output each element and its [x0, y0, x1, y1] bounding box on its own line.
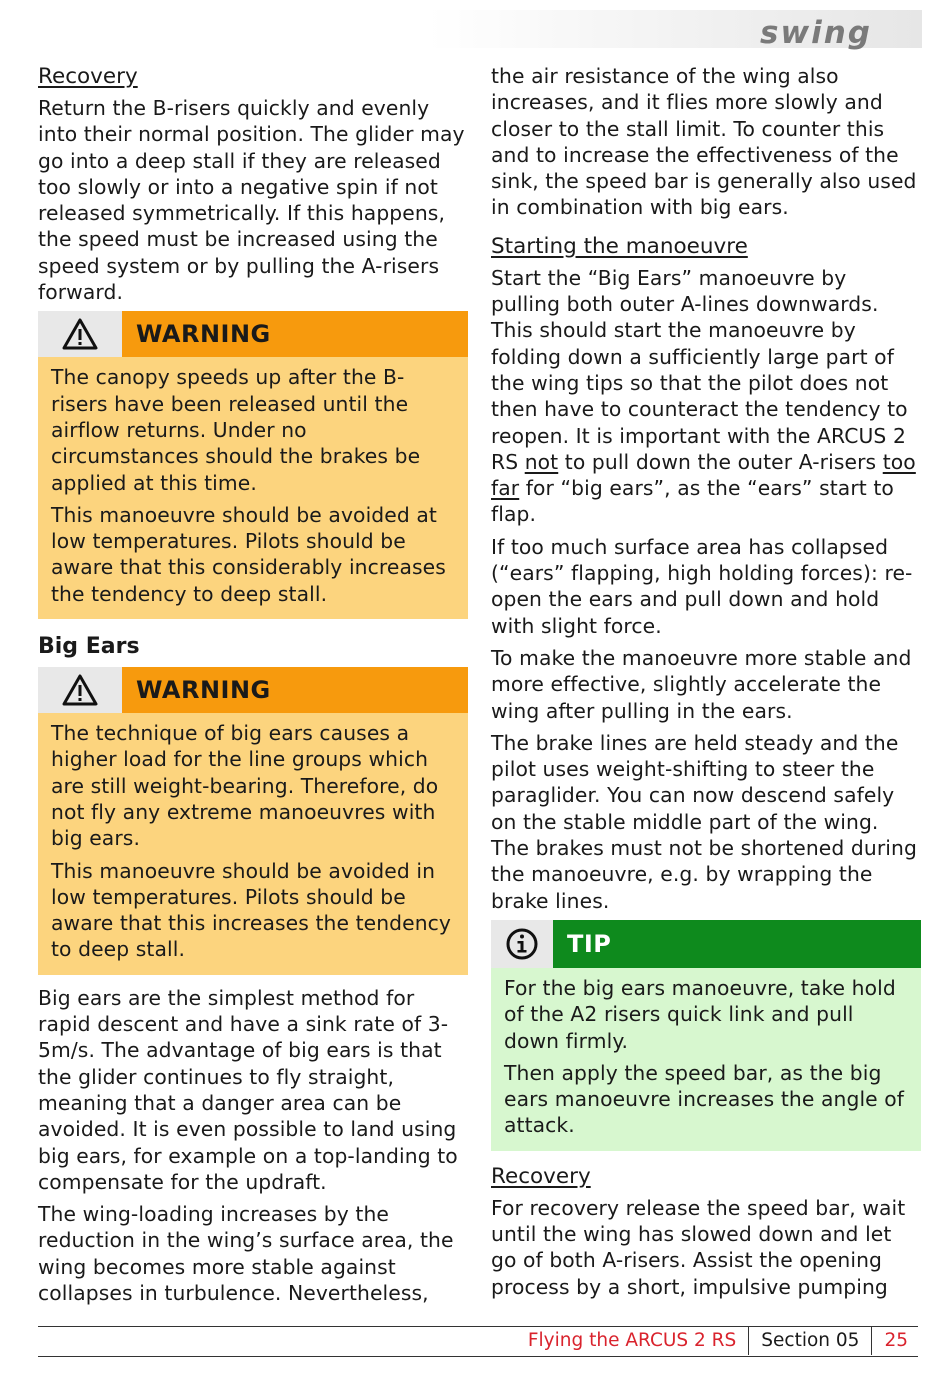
warning-text: This manoeuvre should be avoided at low temperatures. Pilots should be aware that this considerably increases the tendency to deep stall. — [51, 502, 446, 606]
recovery-heading: Recovery — [38, 64, 138, 89]
tip-box — [491, 920, 921, 1151]
warning-text: The canopy speeds up after the B-risers have been released until the airflow returns. Under no circumstances should the brakes be applied at this time. — [51, 365, 421, 495]
right-column — [491, 63, 921, 1306]
footer — [516, 1327, 920, 1355]
collapsed-paragraph: If too much surface area has collapsed (“ears” flapping, high holding forces): re-open the ears and pull down and hold with slight force. — [491, 534, 913, 638]
recovery-heading-2: Recovery — [491, 1163, 591, 1189]
footer-chapter: Flying the ARCUS 2 RS — [527, 1330, 737, 1351]
page-number: 25 — [884, 1330, 908, 1351]
warning-text: The technique of big ears causes a higher load for the line groups which are still weight-bearing. Therefore, do not fly any extreme manoeuvres with big ears. — [51, 721, 439, 851]
recovery-text-2: For recovery release the speed bar, wait until the wing has slowed down and let go of both A-risers. Assist the opening process by a short, impulsive pumping — [491, 1195, 906, 1299]
info-icon — [491, 920, 553, 968]
big-ears-paragraph: Big ears are the simplest method for rapid descent and have a sink rate of 3-5m/s. The advantage of big ears is that the glider continues to fly straight, meaning that a danger area can be avoided. It is even possible to land using big ears, for example on a top-landing to compensate for the updraft. — [38, 985, 458, 1194]
big-ears-paragraph: The wing-loading increases by the reduction in the wing’s surface area, the wing becomes more stable against collapses in turbulence. Nevertheless, — [38, 1202, 454, 1305]
brakes-paragraph: The brake lines are held steady and the pilot uses weight-shifting to steer the paraglider. You can now descend safely on the stable middle part of the wing. The brakes must not be shortened during the manoeuvre, e.g. by wrapping the brake lines. — [491, 730, 917, 913]
big-ears-heading: Big Ears — [38, 634, 140, 660]
warning-box-2 — [38, 667, 468, 975]
warning-text: This manoeuvre should be avoided in low temperatures. Pilots should be aware that this increases the tendency to deep stall. — [51, 858, 452, 962]
starting-heading: Starting the manoeuvre — [491, 233, 748, 259]
warning-title: WARNING — [122, 311, 468, 357]
not-emphasis: not — [524, 449, 559, 474]
warning-title: WARNING — [122, 667, 468, 713]
warning-box-1 — [38, 311, 468, 619]
warning-triangle-icon — [38, 667, 122, 713]
continued-paragraph: the air resistance of the wing also increases, and it flies more slowly and closer to the stall limit. To counter this and to increase the effectiveness of the sink, the speed bar is generally also used in combination with big ears. — [491, 64, 917, 220]
tip-text: Then apply the speed bar, as the big ears manoeuvre increases the angle of attack. — [504, 1060, 905, 1138]
footer-rule-bottom — [38, 1356, 918, 1357]
footer-section: Section 05 — [761, 1330, 860, 1351]
swing-logo: swing — [760, 15, 872, 51]
stable-paragraph: To make the manoeuvre more stable and more effective, slightly accelerate the wing after pulling in the ears. — [491, 645, 912, 723]
too-far-emphasis: too far — [491, 449, 916, 501]
starting-paragraph: Start the “Big Ears” manoeuvre by pulling both outer A-lines downwards. This should start the manoeuvre by folding down a sufficiently large part of the wing tips so that the pilot does not then have to counteract the tendency to reopen. It is important with the ARCUS 2 RS not to pull down the outer A-risers too far for “big ears”, as the “ears” start to flap. — [491, 265, 916, 527]
tip-text: For the big ears manoeuvre, take hold of the A2 risers quick link and pull down firmly. — [504, 975, 896, 1053]
tip-title: TIP — [553, 920, 921, 968]
warning-triangle-icon — [38, 311, 122, 357]
left-column — [38, 63, 468, 1312]
recovery-text: Return the B-risers quickly and evenly into their normal position. The glider may go into a deep stall if they are released too slowly or into a negative spin if not released symmetrically. If this happens, the speed must be increased using the speed system or by pulling the A-risers forward. — [38, 96, 465, 305]
